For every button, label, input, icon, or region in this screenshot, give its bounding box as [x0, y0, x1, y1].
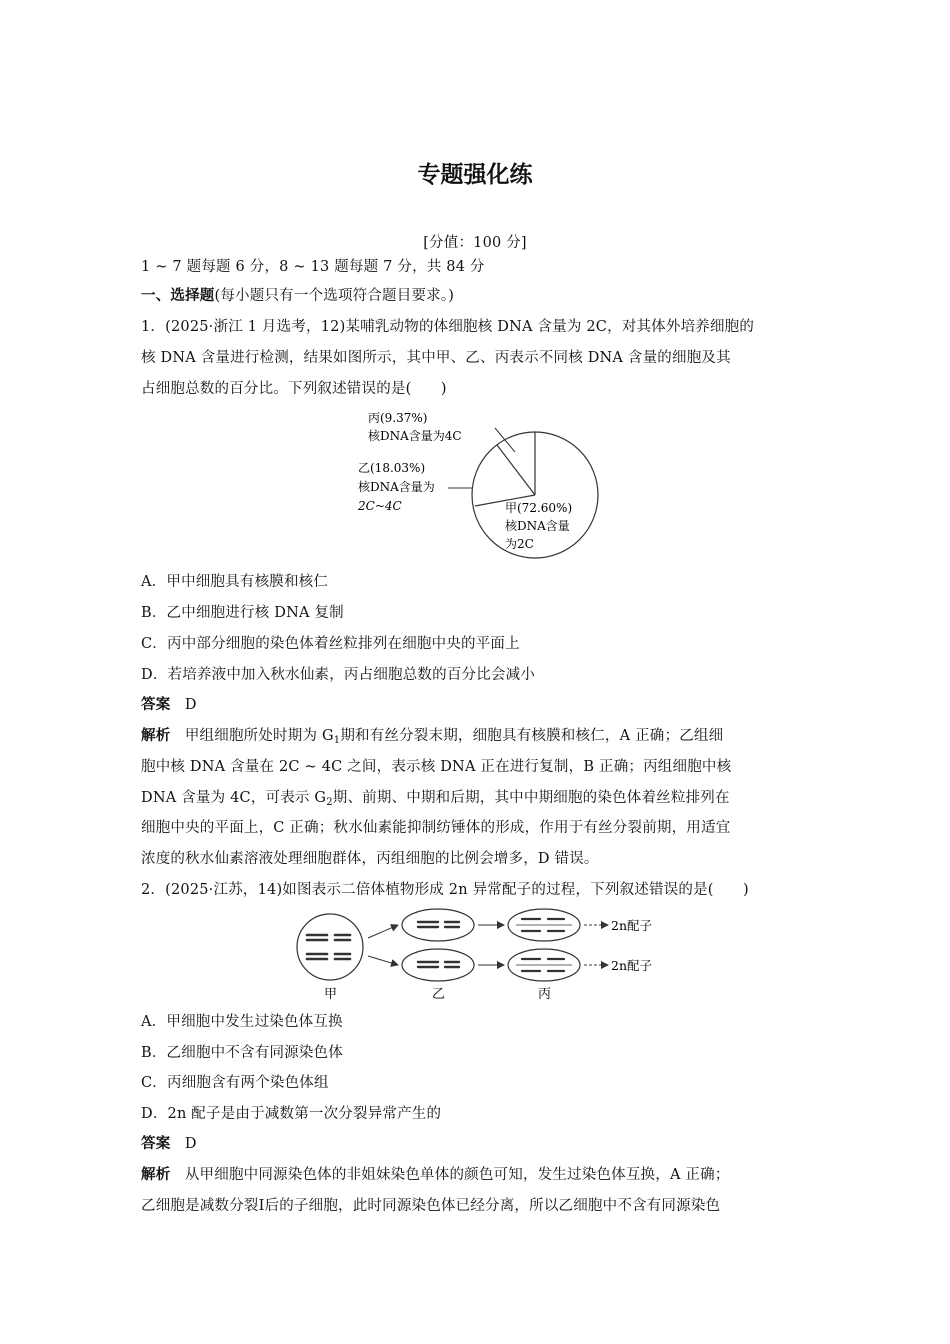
gamete-label-bottom: 2n配子: [611, 958, 653, 973]
pie-label-bing-1: 丙(9.37%): [368, 411, 428, 425]
q1-option-d: D．若培养液中加入秋水仙素，丙占细胞总数的百分比会减小: [141, 667, 536, 683]
q2-answer: [141, 1134, 811, 1154]
q2-meiosis-diagram: [290, 906, 670, 1006]
q1-analysis-line-5: 浓度的秋水仙素溶液处理细胞群体，丙组细胞的比例会增多，D 错误。: [141, 851, 599, 867]
q1-stem-line-1: 1．(2025·浙江 1 月选考，12)某哺乳动物的体细胞核 DNA 含量为 2C，对其体外培养细胞的: [141, 319, 755, 335]
arrow-jia-yi-top: [368, 925, 398, 938]
q1-analysis-line-4: 细胞中央的平面上，C 正确；秋水仙素能抑制纺锤体的形成，作用于有丝分裂前期，用适宜: [141, 820, 731, 836]
q1-analysis-text-3a: DNA 含量为 4C，可表示 G: [141, 790, 327, 806]
cell-yi-bottom: [402, 949, 474, 981]
q2-answer-value: D: [184, 1136, 197, 1152]
cell-jia: [297, 914, 363, 980]
q1-pie-chart-figure: [340, 400, 620, 565]
cell-yi-top: [402, 909, 474, 941]
section-label: 一、选择题: [141, 288, 215, 304]
q1-analysis-label: 解析: [141, 728, 171, 744]
score-rule: 1 ~ 7 题每题 6 分，8 ~ 13 题每题 7 分，共 84 分: [141, 259, 485, 275]
chromosomes-yi-top: [418, 922, 459, 927]
q1-answer-value: D: [184, 697, 197, 713]
pie-label-yi-1: 乙(18.03%): [358, 461, 426, 475]
q1-option-a: A．甲中细胞具有核膜和核仁: [141, 574, 329, 590]
chromosomes-jia: [307, 935, 350, 959]
section-heading: [141, 286, 811, 306]
q1-stem-line-3: 占细胞总数的百分比。下列叙述错误的是( ): [141, 381, 447, 397]
section-note: (每小题只有一个选项符合题目要求。): [214, 288, 455, 304]
page-title: 专题强化练: [417, 162, 533, 188]
q2-stem: 2．(2025·江苏，14)如图表示二倍体植物形成 2n 异常配子的过程，下列叙述错误的是( ): [141, 882, 749, 898]
score-label: [分值：100 分]: [423, 235, 527, 251]
cell-label-yi: 乙: [432, 987, 446, 1002]
q1-analysis-line-3: [141, 788, 811, 808]
pie-label-yi-2: 核DNA含量为: [358, 480, 435, 494]
q2-option-d: D．2n 配子是由于减数第一次分裂异常产生的: [141, 1106, 442, 1122]
pie-label-jia-1: 甲(72.60%): [505, 501, 573, 515]
q1-analysis-line-2: 胞中核 DNA 含量在 2C ~ 4C 之间，表示核 DNA 正在进行复制，B 正确；丙组细胞中核: [141, 759, 732, 775]
q2-option-c: C．丙细胞含有两个染色体组: [141, 1075, 329, 1091]
q2-answer-label: 答案: [141, 1136, 171, 1152]
chromosomes-yi-bottom: [418, 962, 459, 967]
q2-analysis-label: 解析: [141, 1167, 171, 1183]
q1-option-c: C．丙中部分细胞的染色体着丝粒排列在细胞中央的平面上: [141, 636, 520, 652]
q2-option-a: A．甲细胞中发生过染色体互换: [141, 1014, 343, 1030]
q2-option-b: B．乙细胞中不含有同源染色体: [141, 1045, 343, 1061]
pie-divider-upper-left: [497, 445, 535, 495]
pie-label-yi-3: 2C~4C: [358, 499, 402, 513]
q1-analysis-text-3b: 期、前期、中期和后期，其中中期细胞的染色体着丝粒排列在: [332, 790, 730, 806]
q1-analysis-line-1: [141, 726, 811, 746]
cell-label-jia: 甲: [324, 987, 338, 1002]
q2-analysis-text-1: 从甲细胞中同源染色体的非姐妹染色单体的颜色可知，发生过染色体互换，A 正确；: [184, 1167, 730, 1183]
q2-analysis-line-1: [141, 1165, 811, 1185]
q1-analysis-sub-1: 1: [333, 735, 341, 746]
q1-answer: [141, 695, 811, 715]
q1-answer-label: 答案: [141, 697, 171, 713]
q1-analysis-text-1b: 期和有丝分裂末期，细胞具有核膜和核仁，A 正确；乙组细: [340, 728, 724, 744]
cell-label-bing: 丙: [538, 987, 552, 1002]
pie-label-jia-3: 为2C: [505, 537, 534, 551]
q2-analysis-line-2: 乙细胞是减数分裂Ⅰ后的子细胞，此时同源染色体已经分离，所以乙细胞中不含有同源染色: [141, 1198, 721, 1214]
pie-label-jia-2: 核DNA含量: [505, 519, 570, 533]
q1-stem-line-2: 核 DNA 含量进行检测，结果如图所示，其中甲、乙、丙表示不同核 DNA 含量的细胞及其: [141, 350, 731, 366]
gamete-label-top: 2n配子: [611, 918, 653, 933]
pie-label-bing-2: 核DNA含量为4C: [368, 429, 462, 443]
q1-analysis-sub-2: 2: [326, 797, 333, 808]
q1-analysis-text-1a: 甲组细胞所处时期为 G: [184, 728, 334, 744]
bing-leader-line: [495, 428, 515, 452]
q1-option-b: B．乙中细胞进行核 DNA 复制: [141, 605, 344, 621]
arrow-jia-yi-bottom: [368, 956, 398, 965]
